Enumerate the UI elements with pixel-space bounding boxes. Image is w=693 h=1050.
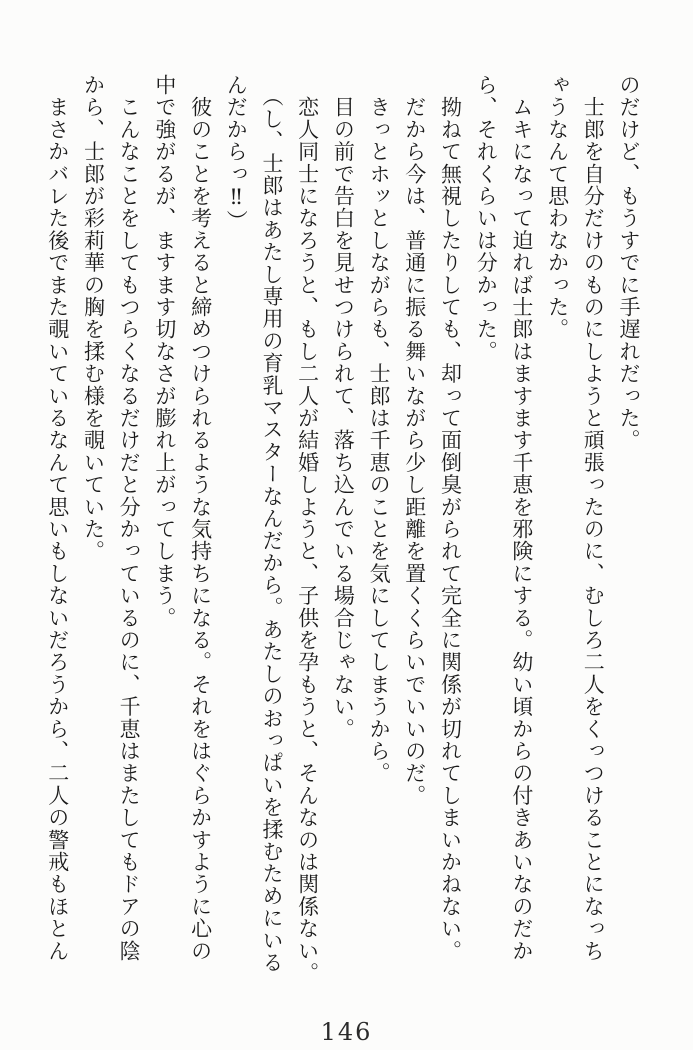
text-column-5: ら、それくらいは分かった。 bbox=[474, 74, 499, 363]
text-column-15: こんなことをしてもつらくなるだけだと分かっているのに、千恵はまたしてもドアの陰 bbox=[117, 74, 142, 962]
text-column-17: まさかバレた後でまた覗いているなんて思いもしないだろうから、二人の警戒もほとん bbox=[45, 74, 70, 962]
text-column-14: 中で強がるが、ますます切なさが膨れ上がってしまう。 bbox=[152, 74, 177, 629]
text-column-7: だから今は、普通に振る舞いながら少し距離を置くくらいでいいのだ。 bbox=[402, 74, 427, 807]
vertical-text-block bbox=[38, 74, 646, 1019]
text-column-9: 目の前で告白を見せつけられて、落ち込んでいる場合じゃない。 bbox=[331, 74, 356, 740]
text-column-2: 士郎を自分だけのものにしようと頑張ったのに、むしろ二人をくっつけることになっち bbox=[581, 74, 606, 962]
text-column-8: きっとホッとしながらも、士郎は千恵のことを気にしてしまうから。 bbox=[367, 74, 392, 785]
text-column-10: 恋人同士になろうと、もし二人が結婚しようと、子供を孕もうと、そんなのは関係ない。 bbox=[295, 74, 320, 985]
text-column-1: のだけど、もうすでに手遅れだった。 bbox=[617, 74, 641, 452]
text-column-6: 拗ねて無視したりしても、却って面倒臭がられて完全に関係が切れてしまいかねない。 bbox=[438, 74, 463, 962]
text-column-13: 彼のことを考えると締めつけられるような気持ちになる。それをはぐらかすように心の bbox=[188, 74, 213, 962]
text-column-12: んだからっ‼） bbox=[224, 74, 249, 233]
text-column-4: ムキになって迫れば士郎はますます千恵を邪険にする。幼い頃からの付きあいなのだか bbox=[509, 74, 534, 962]
text-column-3: ゃうなんて思わなかった。 bbox=[545, 74, 570, 341]
text-column-11: （し、士郎はあたし専用の育乳マスターなんだから。あたしのおっぱいを揉むためにいる bbox=[259, 74, 284, 974]
text-column-16: から、士郎が彩莉華の胸を揉む様を覗いていた。 bbox=[81, 74, 106, 563]
page-number: 146 bbox=[320, 1018, 373, 1046]
